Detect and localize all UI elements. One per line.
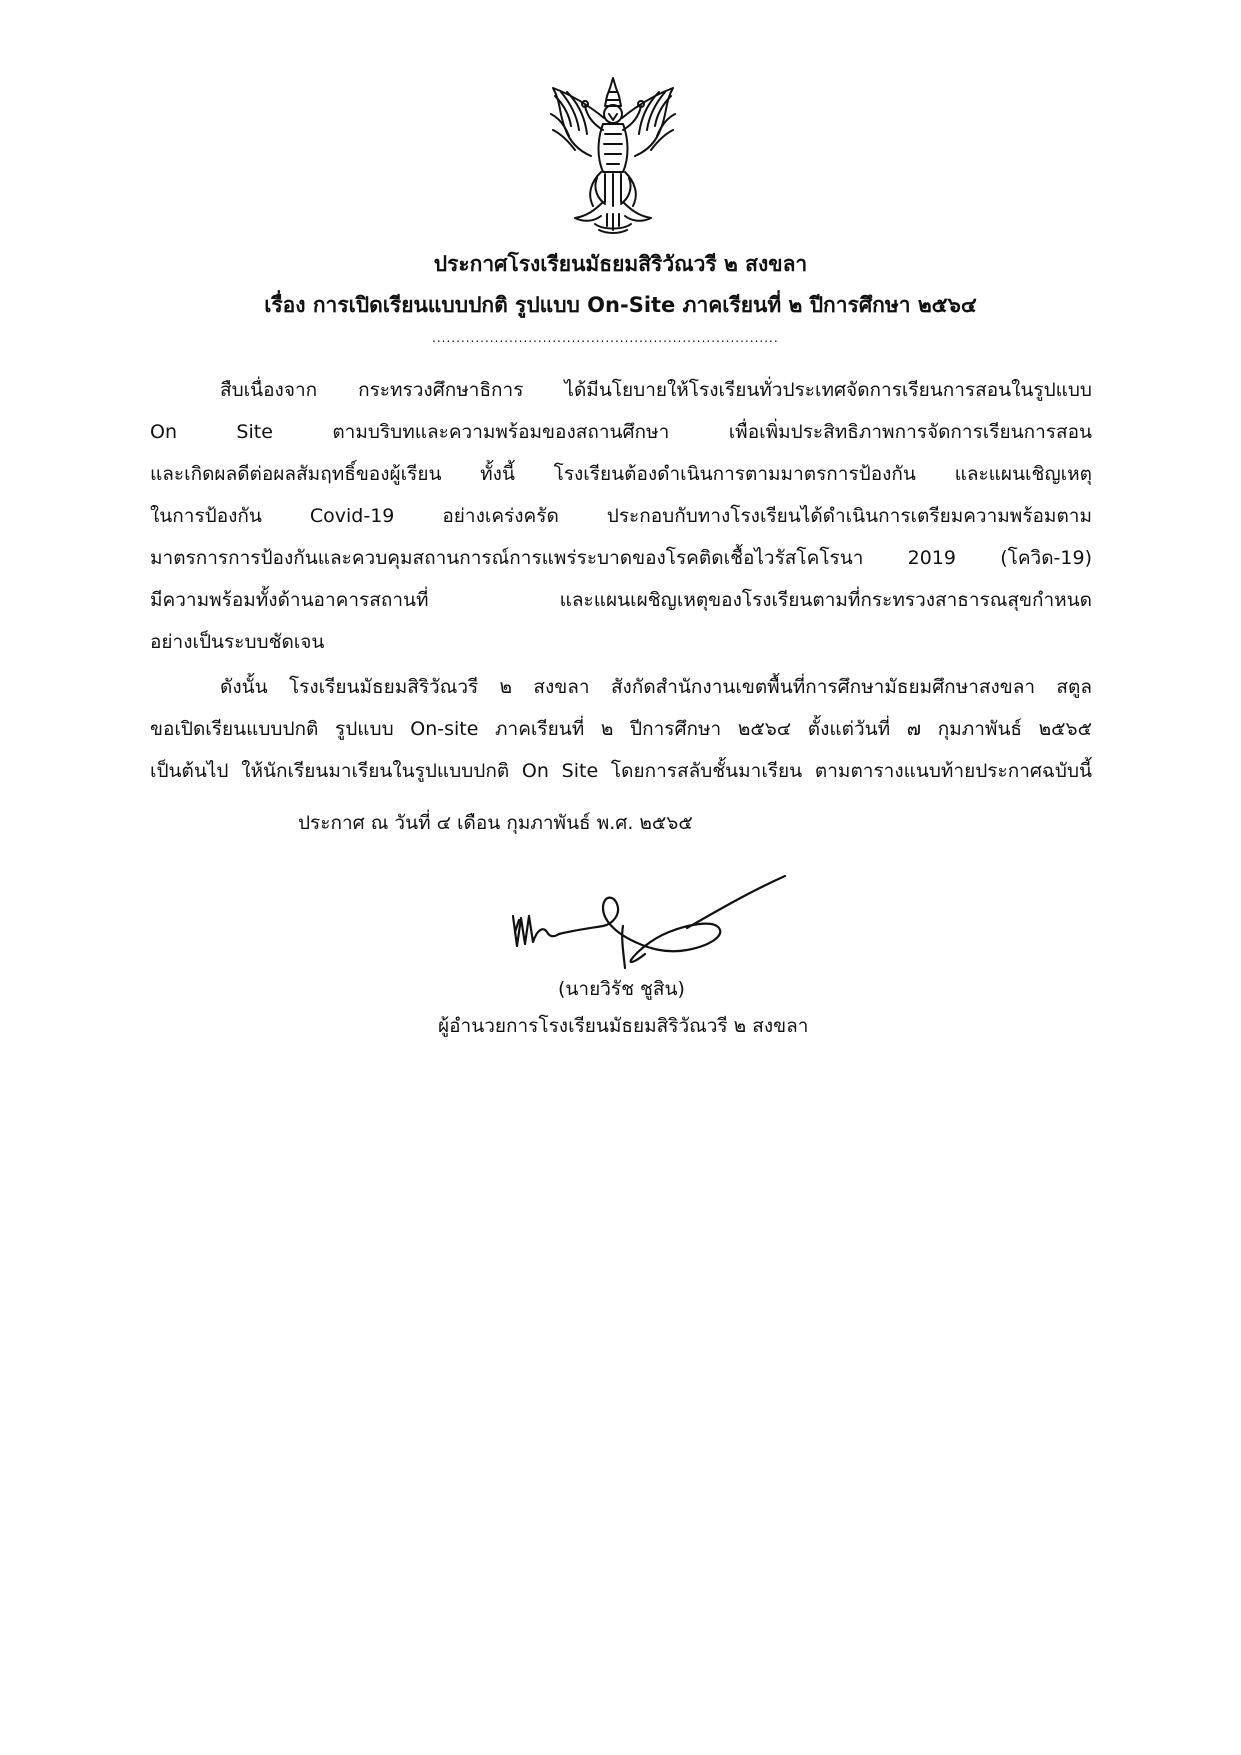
signer-position: ผู้อำนวยการโรงเรียนมัธยมสิริวัณวรี ๒ สงขลา (438, 1015, 809, 1037)
paragraph-line: On Site ตามบริบทและความพร้อมของสถานศึกษา เพื่อเพิ่มประสิทธิภาพการจัดการเรียนการสอน (150, 421, 1092, 443)
announcement-date: ประกาศ ณ วันที่ ๔ เดือน กุมภาพันธ์ พ.ศ. ๒๕๖๕ (298, 812, 693, 834)
handwritten-signature (505, 870, 790, 970)
paragraph-line: และเกิดผลดีต่อผลสัมฤทธิ์ของผู้เรียน ทั้งนี้ โรงเรียนต้องดำเนินการตามมาตรการป้องกัน และแผนเชิญเหตุ (150, 463, 1092, 485)
body-paragraph-1 (150, 369, 1092, 663)
body-paragraph-2 (150, 666, 1092, 792)
paragraph-line: มีความพร้อมทั้งด้านอาคารสถานที่ และแผนเผชิญเหตุของโรงเรียนตามที่กระทรวงสาธารณสุขกำหนด (150, 589, 1092, 611)
announcement-title: ประกาศโรงเรียนมัธยมสิริวัณวรี ๒ สงขลา (433, 252, 808, 276)
paragraph-line: เป็นต้นไป ให้นักเรียนมาเรียนในรูปแบบปกติ On Site โดยการสลับชั้นมาเรียน ตามตารางแนบท้ายประกาศฉบับนี้ (150, 760, 1092, 782)
title-separator: ........................................................................ (432, 333, 779, 343)
paragraph-line: อย่างเป็นระบบชัดเจน (150, 631, 325, 653)
paragraph-line: ขอเปิดเรียนแบบปกติ รูปแบบ On-site ภาคเรียนที่ ๒ ปีการศึกษา ๒๕๖๔ ตั้งแต่วันที่ ๗ กุมภาพันธ์ ๒๕๖๕ (150, 718, 1092, 740)
paragraph-line: สืบเนื่องจาก กระทรวงศึกษาธิการ ได้มีนโยบายให้โรงเรียนทั่วประเทศจัดการเรียนการสอนในรูปแบบ (220, 379, 1092, 401)
garuda-emblem (547, 74, 679, 236)
paragraph-line: ดังนั้น โรงเรียนมัธยมสิริวัณวรี ๒ สงขลา สังกัดสำนักงานเขตพื้นที่การศึกษามัธยมศึกษาสงขลา สตูล (220, 676, 1092, 698)
announcement-subject: เรื่อง การเปิดเรียนแบบปกติ รูปแบบ On-Site ภาคเรียนที่ ๒ ปีการศึกษา ๒๕๖๔ (264, 293, 977, 317)
paragraph-line: ในการป้องกัน Covid-19 อย่างเคร่งครัด ประกอบกับทางโรงเรียนได้ดำเนินการเตรียมความพร้อมตาม (150, 505, 1092, 527)
paragraph-line: มาตรการการป้องกันและควบคุมสถานการณ์การแพร่ระบาดของโรคติดเชื้อไวรัสโคโรนา 2019 (โควิด-19) (150, 547, 1092, 569)
signer-name: (นายวิรัช ชูสิน) (558, 978, 685, 1000)
